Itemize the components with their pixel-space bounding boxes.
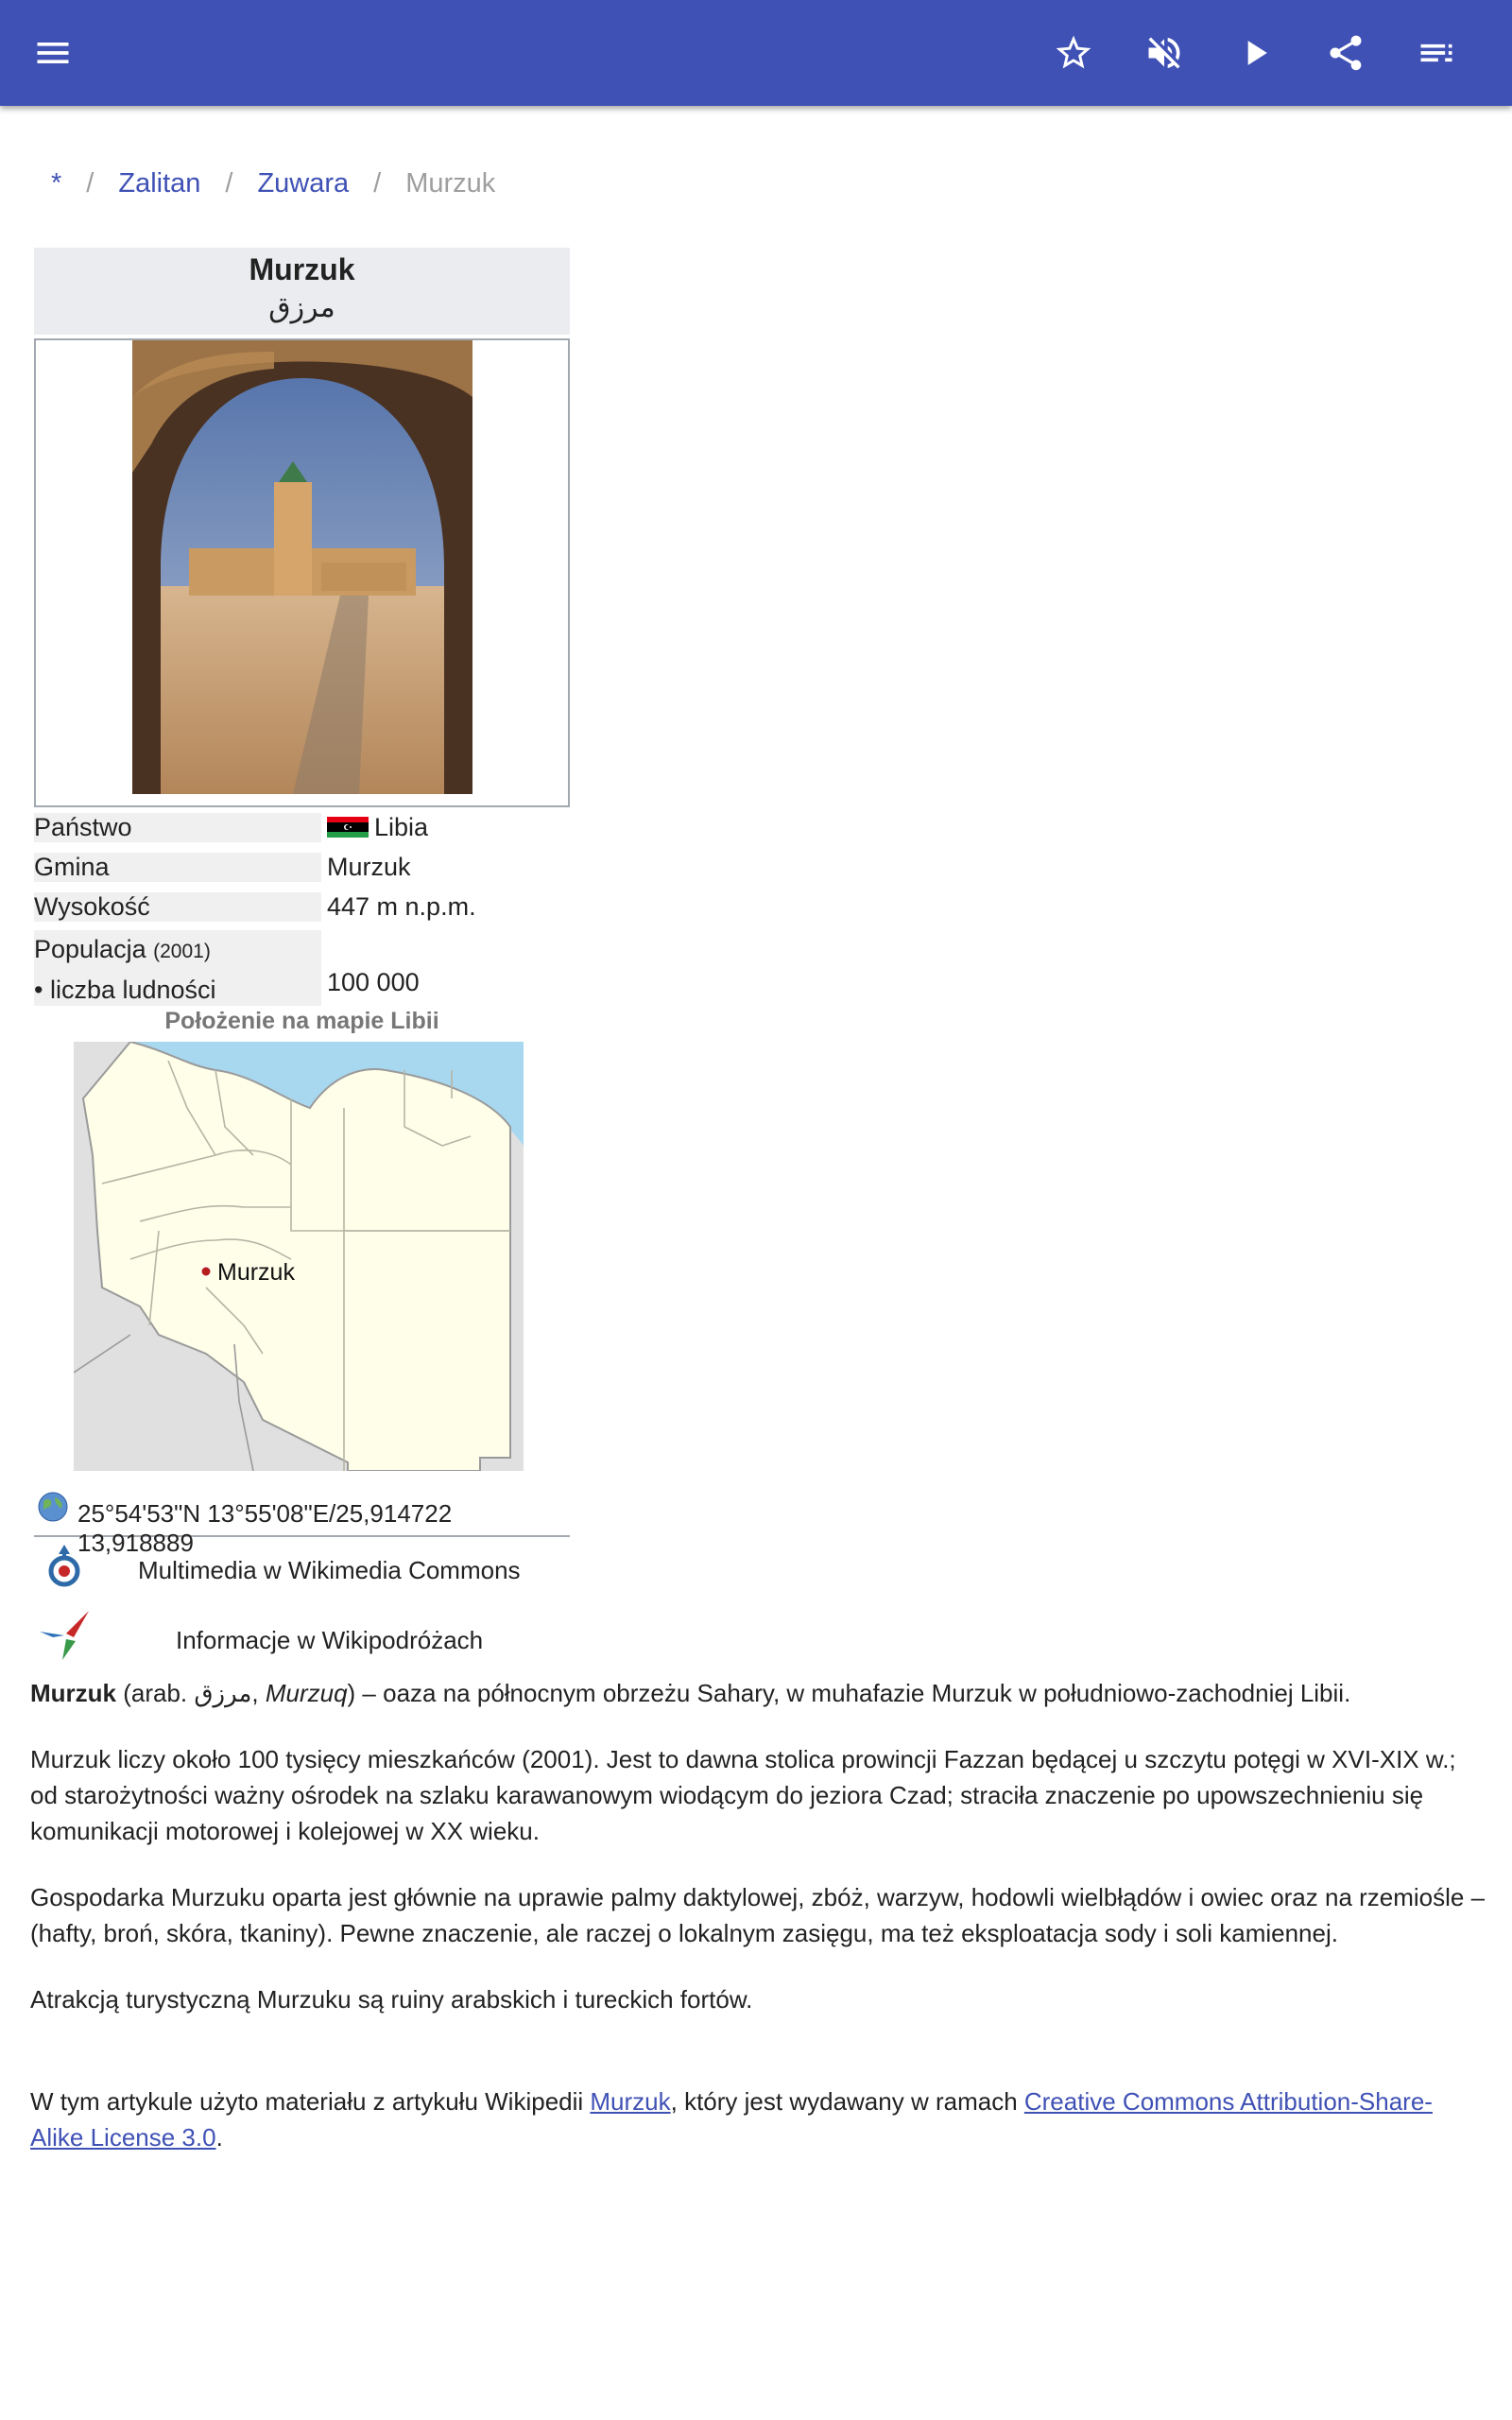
map-caption: Położenie na mapie Libii bbox=[164, 1008, 439, 1034]
attribution-text: , który jest wydawany w ramach bbox=[670, 2087, 1024, 2116]
wikimedia-commons-icon bbox=[40, 1545, 89, 1594]
wikivoyage-link-row[interactable] bbox=[34, 1607, 570, 1664]
intro-text: (arab. bbox=[116, 1679, 195, 1707]
attribution-text: . bbox=[215, 2123, 223, 2152]
article-paragraph-4: Atrakcją turystyczną Murzuku są ruiny arabskich i tureckich fortów. bbox=[30, 1985, 753, 2014]
breadcrumb-item-zuwara[interactable]: Zuwara bbox=[257, 168, 350, 199]
star-icon[interactable] bbox=[1043, 23, 1104, 83]
intro-text: , bbox=[251, 1679, 266, 1707]
play-icon[interactable] bbox=[1225, 23, 1285, 83]
row-label: Wysokość bbox=[34, 892, 321, 922]
infobox bbox=[34, 248, 570, 1004]
infobox-subtitle: مرزق bbox=[268, 292, 335, 323]
libya-locator-map[interactable] bbox=[74, 1042, 524, 1471]
location-marker-icon bbox=[201, 1267, 211, 1276]
wikivoyage-link-text[interactable]: Informacje w Wikipodróżach bbox=[176, 1626, 484, 1654]
commons-link-row[interactable] bbox=[34, 1541, 570, 1598]
wikivoyage-icon bbox=[38, 1609, 91, 1662]
article-paragraph-intro bbox=[30, 1675, 1486, 1711]
population-label: Populacja bbox=[34, 935, 146, 963]
row-label bbox=[34, 930, 321, 1006]
map-marker-label: Murzuk bbox=[217, 1259, 295, 1286]
intro-arabic: مرزق bbox=[194, 1679, 252, 1707]
breadcrumb-separator: / bbox=[225, 168, 233, 199]
globe-icon bbox=[38, 1492, 68, 1522]
libya-flag-icon bbox=[327, 817, 369, 838]
infobox-title: Murzuk bbox=[249, 252, 355, 286]
breadcrumb-item-zalitan[interactable]: Zalitan bbox=[118, 168, 201, 199]
coordinates bbox=[34, 1492, 570, 1557]
breadcrumb-item-root[interactable]: * bbox=[51, 168, 62, 199]
row-value bbox=[327, 813, 428, 842]
intro-text: ) – oaza na północnym obrzeżu Sahary, w muhafazie Murzuk w południowo-zachodniej Libii. bbox=[347, 1679, 1351, 1707]
share-icon[interactable] bbox=[1315, 23, 1376, 83]
row-value: 447 m n.p.m. bbox=[327, 892, 476, 921]
breadcrumb-current: Murzuk bbox=[405, 168, 496, 199]
article-paragraph-2: Murzuk liczy około 100 tysięcy mieszkańców (2001). Jest to dawna stolica prowincji Fazzan będącej u szczytu potęgi w XVI-XIX w.; od starożytności ważny ośrodek na szlaku karawanowym wiodącym do jeziora Czad; straciła znaczenie po upowszechnieniu się komunikacji motorowej i kolejowej w XX wieku. bbox=[30, 1745, 1456, 1845]
article-body bbox=[30, 1675, 1486, 2186]
article-subject: Murzuk bbox=[30, 1679, 116, 1707]
breadcrumb bbox=[51, 168, 495, 199]
row-label: Państwo bbox=[34, 813, 321, 842]
population-value: 100 000 bbox=[327, 968, 420, 996]
population-sub-label: • liczba ludności bbox=[34, 976, 216, 1004]
intro-transliteration: Murzuq bbox=[265, 1679, 348, 1707]
attribution-text: W tym artykule użyto materiału z artykułu Wikipedii bbox=[30, 2087, 591, 2116]
population-year: (2001) bbox=[153, 941, 211, 962]
row-value[interactable]: Murzuk bbox=[327, 853, 411, 881]
breadcrumb-separator: / bbox=[373, 168, 382, 199]
playlist-icon[interactable] bbox=[1406, 23, 1467, 83]
app-bar bbox=[0, 0, 1512, 106]
photo-fort-arch bbox=[132, 340, 472, 794]
infobox-header bbox=[34, 248, 570, 335]
infobox-photo[interactable] bbox=[34, 338, 570, 807]
attribution-paragraph bbox=[30, 2083, 1486, 2155]
breadcrumb-separator: / bbox=[86, 168, 94, 199]
wikipedia-article-link[interactable]: Murzuk bbox=[590, 2087, 671, 2116]
article-paragraph-3: Gospodarka Murzuku oparta jest głównie na uprawie palmy daktylowej, zbóż, warzyw, hodowli wielbłądów i owiec oraz na rzemiośle – (hafty, broń, skóra, tkaniny). Pewne znaczenie, ale raczej o lokalnym zasięgu, ma też eksploatacja sody i soli kamiennej. bbox=[30, 1883, 1486, 1947]
menu-icon[interactable] bbox=[23, 23, 83, 83]
commons-link-text[interactable]: Multimedia w Wikimedia Commons bbox=[138, 1556, 521, 1584]
license-link[interactable]: Creative Commons Attribution-Share-Alike License 3.0 bbox=[30, 2087, 1433, 2152]
infobox-row-population bbox=[34, 930, 570, 1006]
mute-icon[interactable] bbox=[1134, 23, 1194, 83]
country-link[interactable]: Libia bbox=[374, 813, 429, 841]
row-label: Gmina bbox=[34, 853, 321, 882]
coordinates-link[interactable]: 25°54'53"N 13°55'08"E/25,914722 13,918889 bbox=[77, 1499, 453, 1557]
